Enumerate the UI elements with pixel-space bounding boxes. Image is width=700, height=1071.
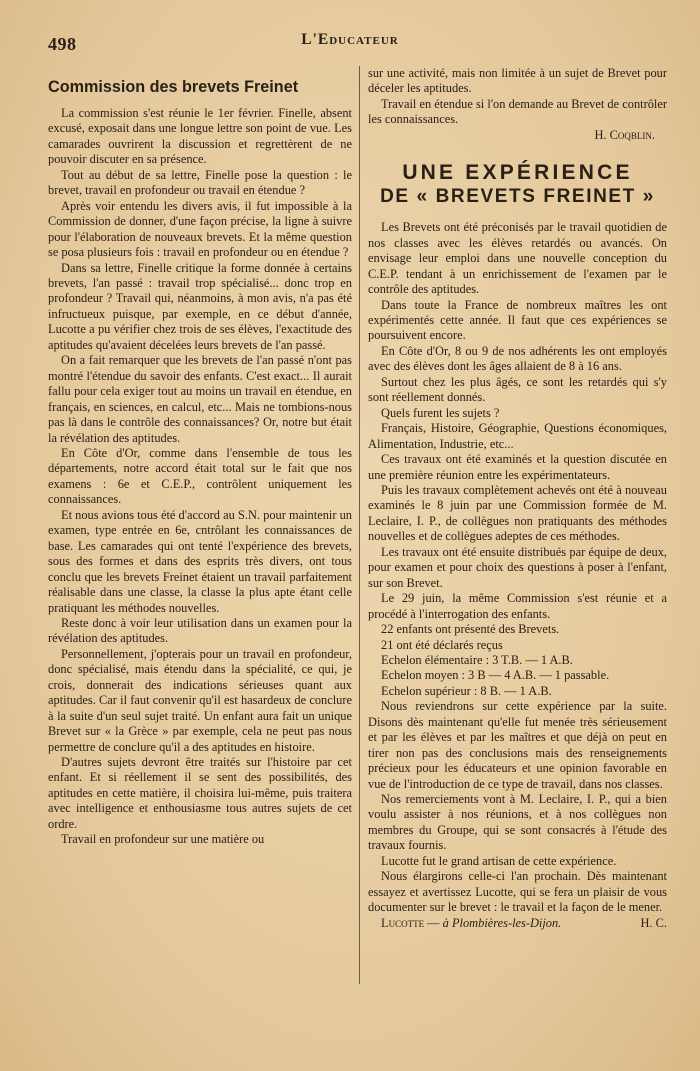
- paragraph: D'autres sujets devront être traités sur l'histoire par cet enfant. Et si réellement il se sent des possibilités, des aptitudes en cette matière, il choisira lui-même, puis traitera avec intelligence et enthousiasme tous autres sujets de cet ordre.: [48, 755, 352, 831]
- paragraph: Personnellement, j'opterais pour un travail en profondeur, donc spécialisé, mais étendu dans la spécialité, ce qui, je crois, donnerait des indications sérieuses quant aux aptitudes. Car il faut convenir qu'il est hasardeux de conclure à la suite d'un seul sujet traité. Un enfant aura fait un unique Brevet sur « la Grèce » par exemple, cela ne peut pas nous permettre de conclure qu'il a des aptitudes en histoire.: [48, 646, 352, 754]
- article-heading-experience: [368, 161, 667, 208]
- result-line: Echelon moyen : 3 B — 4 A.B. — 1 passable.: [381, 668, 610, 683]
- paragraph: La commission s'est réunie le 1er février. Finelle, absent excusé, exposait dans une longue lettre son point de vue. Les camarades ouvrirent la discussion et regrettèrent de ne pouvoir discuter en sa présence.: [48, 106, 352, 167]
- paragraph: Et nous avions tous été d'accord au S.N. pour maintenir un examen, type entrée en 6e, cntrôlant les connaissances de base. Les camarades qui ont tenté l'expérience des brevets, sous des formes et dans des esprits très divers, ont tous conclu que les brevets Freinet étaient un travail parfaitement réalisable dans une classe, la classe la plus apte étant celle pratiquant les méthodes nouvelles.: [48, 507, 352, 615]
- paragraph-continued: sur une activité, mais non limitée à un sujet de Brevet pour déceler les aptitudes.: [368, 66, 667, 96]
- heading-line-2: DE « BREVETS FREINET »: [380, 186, 655, 208]
- paragraph: Travail en étendue si l'on demande au Brevet de contrôler les connaissances.: [368, 96, 667, 127]
- page-number: 498: [48, 34, 77, 54]
- result-line: 22 enfants ont présenté des Brevets.: [381, 622, 560, 637]
- heading-line-1: UNE EXPÉRIENCE: [402, 161, 633, 185]
- paragraph: Dans toute la France de nombreux maîtres les ont expérimentés cette année. Il faut que ces expériences se poursuivent encore.: [368, 297, 667, 343]
- result-line: Echelon supérieur : 8 B. — 1 A.B.: [381, 683, 552, 698]
- paragraph: Français, Histoire, Géographie, Questions économiques, Alimentation, Industrie, etc...: [368, 421, 667, 451]
- paragraph: Nos remerciements vont à M. Leclaire, I. P., qui a bien voulu assister à nos réunions, et à nos collègues non membres du Groupe, qui se sont consacrés à l'étude des travaux fournis.: [368, 792, 667, 853]
- right-column: [368, 66, 667, 931]
- paragraph: Tout au début de sa lettre, Finelle pose la question : le brevet, travail en profondeur ou travail en étendue ?: [48, 167, 352, 198]
- paragraph: Nous reviendrons sur cette expérience par la suite. Disons dès maintenant qu'elle fut menée très sérieusement et par les élèves et par les maîtres et que déjà on peut en tirer non pas des conclusions mais des renseignements précieux pour les éducateurs et une opinion favorable en vue de l'introduction de ce type de travail, dans nos classes.: [368, 699, 667, 791]
- paragraph: Dans sa lettre, Finelle critique la forme donnée à certains brevets, l'an passé : travail trop spécialisé... donc trop en profondeur ? Travail qui, néanmoins, à mon avis, n'a pas été infructueux puisque, par exemple, en ce début d'année, Lucotte a pu vérifier chez trois de ses élèves, l'exactitude des aptitudes qu'avaient décelées leurs brevets de l'an passé.: [48, 260, 352, 352]
- paragraph: Surtout chez les plus âgés, ce sont les retardés qui s'y sont réellement donnés.: [368, 374, 667, 405]
- footer-initials: H. C.: [640, 915, 667, 930]
- paragraph: Reste donc à voir leur utilisation dans un examen pour la révélation des aptitudes.: [48, 615, 352, 646]
- footer-place: à Plombières-les-Dijon.: [442, 915, 562, 930]
- paragraph: Ces travaux ont été examinés et la question discutée en une première réunion entre les expérimentateurs.: [368, 452, 667, 482]
- article-footer: [368, 916, 667, 931]
- paragraph: Les travaux ont été ensuite distribués par équipe de deux, pour examen et pour choix des questions à poser à l'enfant, sur son Brevet.: [368, 544, 667, 590]
- article-heading-commission: Commission des brevets Freinet: [48, 78, 299, 96]
- paragraph: Lucotte fut le grand artisan de cette expérience.: [381, 853, 617, 868]
- paragraph: Les Brevets ont été préconisés par le travail quotidien de nos classes avec les élèves retardés ou avancés. On envisage leur emploi dans une nouvelle conception du C.E.P. tendant à un enrichissement de l'examen par le contrôle des aptitudes.: [368, 220, 667, 297]
- paragraph: On a fait remarquer que les brevets de l'an passé n'ont pas montré l'étendue du savoir des enfants. C'est exact... Il aurait fallu pour cela exiger tout au moins un travail en étendue, en français, en sciences, en calcul, etc... Mais ne tombions-nous pas là dans le contrôle des connaissances? Or, notre but était la révélation des aptitudes.: [48, 353, 352, 445]
- paragraph: Après voir entendu les divers avis, il fut impossible à la Commission de donner, d'une façon précise, la ligne à suivre pour l'élaboration de nouveaux brevets. Et la même question se posa plusieurs fois : travail en profondeur ou en étendue ?: [48, 198, 352, 260]
- column-divider: [359, 66, 360, 984]
- paragraph: Quels furent les sujets ?: [381, 405, 500, 420]
- paragraph: Le 29 juin, la même Commission s'est réunie et a procédé à l'interrogation des enfants.: [368, 591, 667, 621]
- result-line: 21 ont été déclarés reçus: [381, 637, 503, 652]
- footer-name: Lucotte —: [381, 915, 440, 930]
- paragraph: En Côte d'Or, 8 ou 9 de nos adhérents les ont employés avec des élèves dont les âges allaient de 8 à 16 ans.: [368, 343, 667, 374]
- paragraph: Travail en profondeur sur une matière ou: [61, 832, 265, 847]
- paragraph: Nous élargirons celle-ci l'an prochain. Dès maintenant essayez et avertissez Lucotte, qui se fera un plaisir de vous documenter sur le brevet : le travail et la façon de le mener.: [368, 869, 667, 915]
- paragraph: En Côte d'Or, comme dans l'ensemble de tous les départements, notre accord était total sur le fait que nos examens : 6e et C.E.P., contrôlent uniquement les connaissances.: [48, 445, 352, 507]
- author-signature: H. Coqblin.: [594, 127, 655, 142]
- paragraph: Puis les travaux complètement achevés ont été à nouveau examinés le 8 juin par une Commission formée de M. Leclaire, I. P., de collègues non pratiquants des méthodes nouvelles et de collègues adeptes de ces méthodes.: [368, 482, 667, 544]
- result-line: Echelon élémentaire : 3 T.B. — 1 A.B.: [381, 652, 573, 667]
- left-column: [48, 66, 352, 848]
- running-head: [0, 28, 700, 52]
- journal-title: L'Educateur: [301, 31, 399, 48]
